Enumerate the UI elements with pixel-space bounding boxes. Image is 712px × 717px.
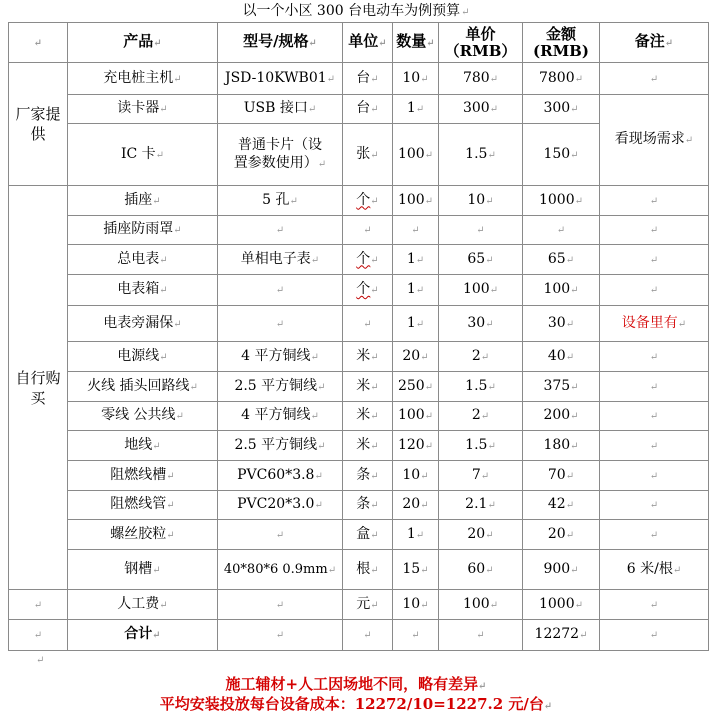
cell-unit: ↵ [343, 306, 393, 342]
cell-remark: ↵ [600, 372, 709, 402]
cell-product: 充电桩主机↵ [68, 63, 218, 95]
note-line-2: 平均安装投放每台设备成本：12272/10=1227.2 元/台↵ [159, 695, 553, 713]
table-row [9, 431, 709, 461]
cell-unit: 个↵ [343, 186, 393, 216]
total-amount: 12272↵ [523, 620, 600, 651]
cell-product: 电表箱↵ [68, 275, 218, 306]
cell-price: 10↵ [439, 186, 523, 216]
cell-amount: 40↵ [523, 342, 600, 372]
cell-unit: 米↵ [343, 342, 393, 372]
cell-qty: 15↵ [393, 550, 439, 590]
header-product: 产品↵ [68, 23, 218, 63]
table-row [9, 372, 709, 402]
cell-unit: 米↵ [343, 372, 393, 402]
cell-unit: 盒↵ [343, 520, 393, 550]
cell-unit: 张↵ [343, 124, 393, 186]
cell-remark: 设备里有↵ [600, 306, 709, 342]
cell-unit: 台↵ [343, 95, 393, 124]
table-row [9, 216, 709, 245]
cell-product: 螺丝胶粒↵ [68, 520, 218, 550]
cell-unit: ↵ [343, 620, 393, 651]
note-line-1: 施工辅材+人工因场地不同，略有差异↵ [225, 675, 487, 693]
cell-amount: ↵ [523, 216, 600, 245]
cell-price: 1.5↵ [439, 372, 523, 402]
table-row [9, 306, 709, 342]
cell-product: 零线 公共线↵ [68, 402, 218, 431]
cell-remark: ↵ [600, 590, 709, 620]
cell-amount: 20↵ [523, 520, 600, 550]
cell-model: 5 孔↵ [218, 186, 343, 216]
cell-unit: 根↵ [343, 550, 393, 590]
cell-product: 地线↵ [68, 431, 218, 461]
cell-price: 100↵ [439, 590, 523, 620]
cell-model: 2.5 平方铜线↵ [218, 372, 343, 402]
header-qty: 数量↵ [393, 23, 439, 63]
cell-qty: ↵ [393, 216, 439, 245]
cell-model: ↵ [218, 275, 343, 306]
cell-unit: 米↵ [343, 402, 393, 431]
cell-price: 2↵ [439, 402, 523, 431]
cell-remark: ↵ [600, 186, 709, 216]
cell-amount: 7800↵ [523, 63, 600, 95]
group-label-vendor: 厂家提供 [9, 63, 68, 186]
cell-amount: 65↵ [523, 245, 600, 275]
cell-group-blank: ↵ [9, 620, 68, 651]
cell-model: ↵ [218, 216, 343, 245]
cell-unit: 条↵ [343, 491, 393, 520]
cell-amount: 30↵ [523, 306, 600, 342]
table-row [9, 95, 709, 124]
cell-product: 总电表↵ [68, 245, 218, 275]
cell-price: 300↵ [439, 95, 523, 124]
cell-price: 100↵ [439, 275, 523, 306]
cell-model: PVC60*3.8↵ [218, 461, 343, 491]
total-label: 合计↵ [68, 620, 218, 651]
paragraph-mark-icon: ↵ [33, 38, 43, 49]
cell-remark: ↵ [600, 431, 709, 461]
cell-amount: 42↵ [523, 491, 600, 520]
cell-price: ↵ [439, 620, 523, 651]
cell-remark: ↵ [600, 216, 709, 245]
cell-remark: 6 米/根↵ [600, 550, 709, 590]
cell-price: 1.5↵ [439, 431, 523, 461]
table-header-row [9, 23, 709, 63]
header-price: 单价（RMB） [439, 23, 523, 63]
cell-model: JSD-10KWB01↵ [218, 63, 343, 95]
cell-price: 60↵ [439, 550, 523, 590]
table-row [9, 245, 709, 275]
cell-product: 插座↵ [68, 186, 218, 216]
cell-qty: ↵ [393, 620, 439, 651]
cell-model: 4 平方铜线↵ [218, 342, 343, 372]
cell-amount: 100↵ [523, 275, 600, 306]
total-row [9, 620, 709, 651]
cell-product: 电源线↵ [68, 342, 218, 372]
cell-remark: ↵ [600, 245, 709, 275]
cell-unit: 米↵ [343, 431, 393, 461]
cell-qty: 1↵ [393, 95, 439, 124]
cell-qty: 1↵ [393, 520, 439, 550]
table-row [9, 491, 709, 520]
table-row [9, 461, 709, 491]
cell-product: 电表旁漏保↵ [68, 306, 218, 342]
cell-model: ↵ [218, 520, 343, 550]
cell-price: 20↵ [439, 520, 523, 550]
cell-amount: 70↵ [523, 461, 600, 491]
paragraph-mark-icon: ↵ [36, 655, 45, 666]
cell-qty: 100↵ [393, 186, 439, 216]
cell-unit: 台↵ [343, 63, 393, 95]
cell-amount: 375↵ [523, 372, 600, 402]
cell-model: 单相电子表↵ [218, 245, 343, 275]
cell-amount: 150↵ [523, 124, 600, 186]
cell-qty: 1↵ [393, 245, 439, 275]
cell-amount: 1000↵ [523, 590, 600, 620]
cell-qty: 20↵ [393, 342, 439, 372]
cell-model: ↵ [218, 590, 343, 620]
header-model: 型号/规格↵ [218, 23, 343, 63]
header-amount: 金额(RMB) [523, 23, 600, 63]
cell-product: IC 卡↵ [68, 124, 218, 186]
cell-model: ↵ [218, 306, 343, 342]
cell-qty: 1↵ [393, 306, 439, 342]
cell-product: 阻燃线槽↵ [68, 461, 218, 491]
cell-product: 读卡器↵ [68, 95, 218, 124]
cell-unit: 元↵ [343, 590, 393, 620]
cell-remark: ↵ [600, 491, 709, 520]
cell-price: 1.5↵ [439, 124, 523, 186]
header-remark: 备注↵ [600, 23, 709, 63]
page-title: 以一个小区 300 台电动车为例预算↵ [242, 3, 470, 19]
cell-remark: ↵ [600, 63, 709, 95]
cell-product: 钢槽↵ [68, 550, 218, 590]
cell-qty: 10↵ [393, 590, 439, 620]
cell-amount: 300↵ [523, 95, 600, 124]
cell-model: PVC20*3.0↵ [218, 491, 343, 520]
cell-qty: 20↵ [393, 491, 439, 520]
cell-price: 780↵ [439, 63, 523, 95]
cell-product: 阻燃线管↵ [68, 491, 218, 520]
cell-qty: 120↵ [393, 431, 439, 461]
cell-product: 人工费↵ [68, 590, 218, 620]
cell-qty: 100↵ [393, 402, 439, 431]
cell-price: 7↵ [439, 461, 523, 491]
cell-product: 火线 插头回路线↵ [68, 372, 218, 402]
cell-model: 2.5 平方铜线↵ [218, 431, 343, 461]
table-row [9, 63, 709, 95]
table-row [9, 590, 709, 620]
cell-remark: ↵ [600, 402, 709, 431]
cell-price: 2.1↵ [439, 491, 523, 520]
cell-amount: 900↵ [523, 550, 600, 590]
table-row [9, 275, 709, 306]
cell-price: ↵ [439, 216, 523, 245]
cell-remark: ↵ [600, 461, 709, 491]
cell-qty: 10↵ [393, 63, 439, 95]
cell-qty: 100↵ [393, 124, 439, 186]
cell-unit: 个↵ [343, 245, 393, 275]
table-row [9, 402, 709, 431]
cell-amount: 180↵ [523, 431, 600, 461]
cell-qty: 1↵ [393, 275, 439, 306]
cell-unit: 个↵ [343, 275, 393, 306]
cell-qty: 10↵ [393, 461, 439, 491]
budget-table [8, 22, 709, 651]
table-row [9, 342, 709, 372]
paragraph-mark-icon: ↵ [461, 7, 470, 18]
cell-remark: ↵ [600, 520, 709, 550]
table-row [9, 520, 709, 550]
cell-remark: ↵ [600, 620, 709, 651]
cell-model: USB 接口↵ [218, 95, 343, 124]
cell-unit: 条↵ [343, 461, 393, 491]
cell-model: ↵ [218, 620, 343, 651]
cell-remark: 看现场需求↵ [600, 95, 709, 186]
cell-remark: ↵ [600, 275, 709, 306]
cell-model: 4 平方铜线↵ [218, 402, 343, 431]
table-row [9, 186, 709, 216]
cell-model: 40*80*6 0.9mm↵ [218, 550, 343, 590]
cell-group-blank: ↵ [9, 590, 68, 620]
cell-price: 65↵ [439, 245, 523, 275]
table-row [9, 550, 709, 590]
header-blank [9, 23, 68, 63]
cell-product: 插座防雨罩↵ [68, 216, 218, 245]
cell-remark: ↵ [600, 342, 709, 372]
header-unit: 单位↵ [343, 23, 393, 63]
cell-price: 2↵ [439, 342, 523, 372]
cell-qty: 250↵ [393, 372, 439, 402]
group-label-self: 自行购买 [9, 186, 68, 590]
cell-price: 30↵ [439, 306, 523, 342]
cell-amount: 1000↵ [523, 186, 600, 216]
cell-model: 普通卡片（设置参数使用）↵ [218, 124, 343, 186]
cell-amount: 200↵ [523, 402, 600, 431]
cell-unit: ↵ [343, 216, 393, 245]
